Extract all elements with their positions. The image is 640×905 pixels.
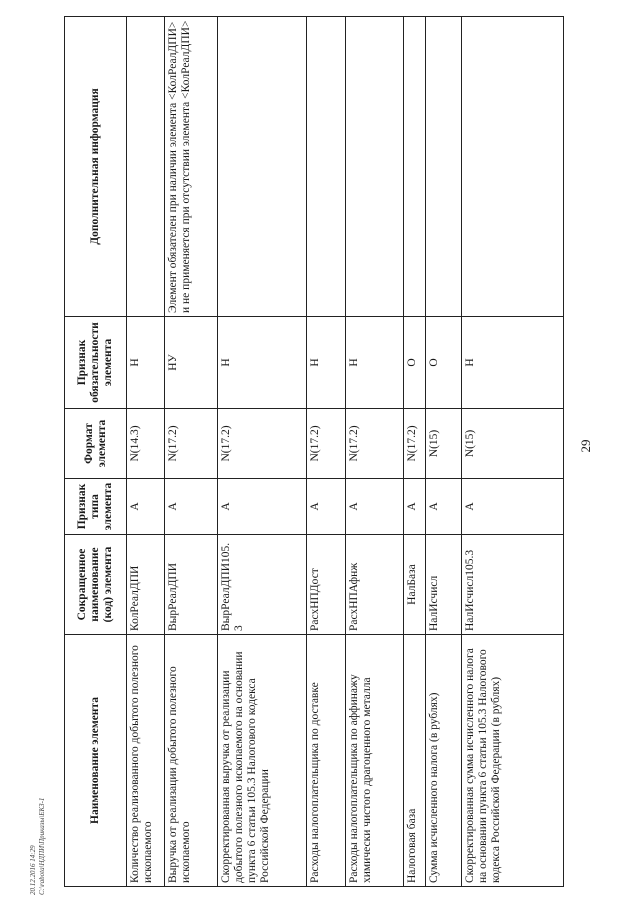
- cell-code: ВырРеалДПИ105.3: [217, 535, 307, 635]
- cell-type: А: [127, 479, 165, 535]
- table-row: [217, 17, 307, 887]
- cell-required: Н: [217, 317, 307, 409]
- header-type: Признак типа элемента: [65, 479, 127, 535]
- cell-format: N(17.2): [164, 409, 217, 479]
- cell-code: РасхНПАфнж: [346, 535, 404, 635]
- cell-info: [404, 17, 426, 317]
- cell-code: КолРеалДПИ: [127, 535, 165, 635]
- cell-code: РасхНПДост: [307, 535, 346, 635]
- page-number: 29: [578, 439, 593, 453]
- cell-info: [425, 17, 461, 317]
- cell-type: А: [404, 479, 426, 535]
- cell-type: А: [346, 479, 404, 535]
- cell-format: N(15): [425, 409, 461, 479]
- cell-type: А: [307, 479, 346, 535]
- table-row: [307, 17, 346, 887]
- cell-name: Расходы налогоплательщика по доставке: [307, 635, 346, 887]
- cell-required: Н: [462, 317, 564, 409]
- cell-name: Расходы налогоплательщика по аффинажу химически чистого драгоценного металла: [346, 635, 404, 887]
- cell-type: А: [462, 479, 564, 535]
- cell-format: N(15): [462, 409, 564, 479]
- table-row: [127, 17, 165, 887]
- cell-info: Элемент обязателен при наличии элемента <КолРеалДПИ> и не применяется при отсутствии элемента <КолРеалДПИ>: [164, 17, 217, 317]
- header-format: Формат элемента: [65, 409, 127, 479]
- elements-table: [64, 16, 564, 887]
- cell-required: Н: [307, 317, 346, 409]
- cell-required: О: [425, 317, 461, 409]
- table-header-row: [65, 17, 127, 887]
- cell-name: Скорректированная сумма исчисленного налога на основании пункта 6 статьи 105.3 Налогового кодекса Российской Федерации (в рублях): [462, 635, 564, 887]
- cell-name: Количество реализованного добытого полезного ископаемого: [127, 635, 165, 887]
- cell-name: Сумма исчисленного налога (в рублях): [425, 635, 461, 887]
- footer-stamp-date: 20.12.2016 14:29: [29, 845, 37, 895]
- cell-name: Скорректированная выручка от реализации добытого полезного ископаемого на основании пункта 6 статьи 105.3 Налогового кодекса Российской Федерации: [217, 635, 307, 887]
- cell-format: N(17.2): [404, 409, 426, 479]
- header-name: Наименование элемента: [65, 635, 127, 887]
- table-row: [404, 17, 426, 887]
- cell-code: НалБаза: [404, 535, 426, 635]
- cell-type: А: [425, 479, 461, 535]
- footer-stamp-path: C:\rabota\НДПИ\Приказы\ЕКЗ-1: [38, 797, 46, 895]
- header-code: Сокращенное наименование (код) элемента: [65, 535, 127, 635]
- cell-info: [307, 17, 346, 317]
- footer-stamp: [29, 745, 47, 895]
- cell-required: Н: [127, 317, 165, 409]
- cell-required: НУ: [164, 317, 217, 409]
- cell-info: [346, 17, 404, 317]
- cell-info: [462, 17, 564, 317]
- table-row: [164, 17, 217, 887]
- cell-code: ВырРеалДПИ: [164, 535, 217, 635]
- cell-name: Выручка от реализации добытого полезного ископаемого: [164, 635, 217, 887]
- table-row: [462, 17, 564, 887]
- cell-info: [127, 17, 165, 317]
- cell-name: Налоговая база: [404, 635, 426, 887]
- cell-code: НалИсчисл: [425, 535, 461, 635]
- cell-info: [217, 17, 307, 317]
- cell-format: N(17.2): [217, 409, 307, 479]
- cell-format: N(14.3): [127, 409, 165, 479]
- cell-format: N(17.2): [346, 409, 404, 479]
- cell-required: О: [404, 317, 426, 409]
- cell-format: N(17.2): [307, 409, 346, 479]
- header-info: Дополнительная информация: [65, 17, 127, 317]
- header-required: Признак обязательности элемента: [65, 317, 127, 409]
- table-row: [425, 17, 461, 887]
- cell-required: Н: [346, 317, 404, 409]
- cell-type: А: [164, 479, 217, 535]
- cell-type: А: [217, 479, 307, 535]
- table-rotated-container: [64, 17, 564, 887]
- cell-code: НалИсчисл105.3: [462, 535, 564, 635]
- table-row: [346, 17, 404, 887]
